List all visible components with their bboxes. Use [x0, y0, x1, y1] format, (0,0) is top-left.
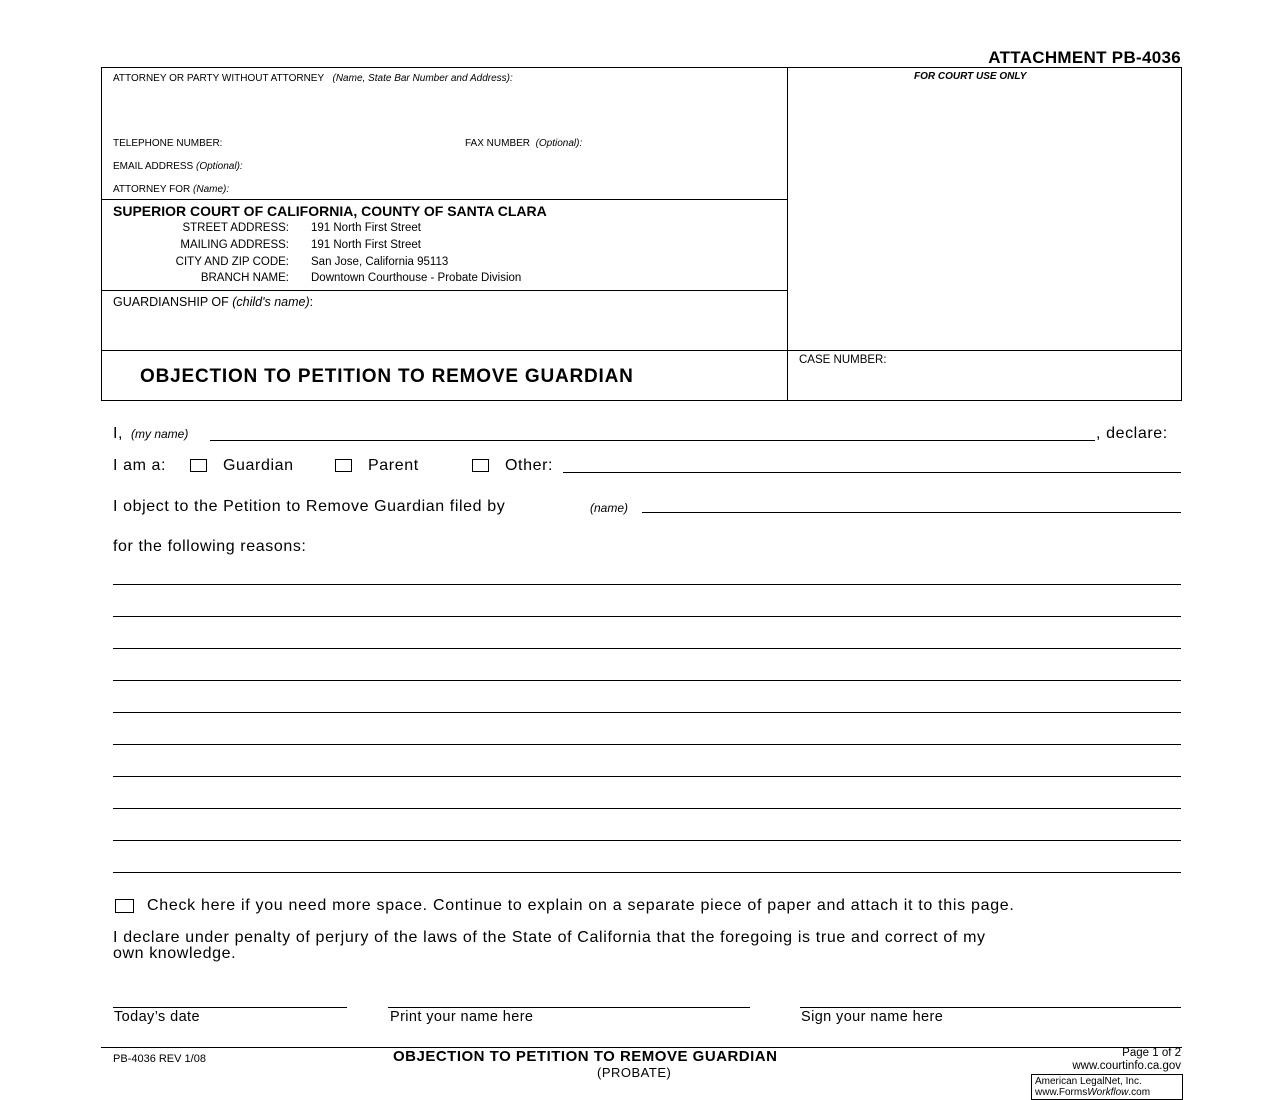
more-space-text: Check here if you need more space. Continue to explain on a separate piece of paper and attach it to this page.: [147, 897, 1015, 914]
reason-line[interactable]: [113, 712, 1181, 713]
declare-label: , declare:: [1096, 425, 1168, 442]
court-name: SUPERIOR COURT OF CALIFORNIA, COUNTY OF SANTA CLARA: [113, 203, 547, 219]
footer-page: Page 1 of 2: [1122, 1047, 1181, 1059]
object-text: I object to the Petition to Remove Guardian filed by: [113, 498, 506, 515]
guardian-checkbox[interactable]: [190, 459, 207, 472]
street-address: STREET ADDRESS: 191 North First Street: [182, 222, 421, 234]
legalnet-stamp: American LegalNet, Inc. www.FormsWorkflow.com: [1031, 1074, 1183, 1100]
declaration-line1: I declare under penalty of perjury of the laws of the State of California that the foregoing is true and correct of my: [113, 929, 986, 946]
parent-checkbox[interactable]: [335, 459, 352, 472]
caption-box: [101, 67, 1182, 401]
mailing-address: MAILING ADDRESS: 191 North First Street: [180, 239, 421, 251]
other-label: Other:: [505, 457, 554, 474]
signature-field[interactable]: [800, 1007, 1181, 1008]
city-zip: CITY AND ZIP CODE: San Jose, California 95113: [175, 256, 449, 268]
reason-line[interactable]: [113, 648, 1181, 649]
attorney-for-label: ATTORNEY FOR (Name):: [113, 184, 230, 195]
filer-name-field[interactable]: [642, 512, 1181, 513]
my-name-hint: (my name): [131, 427, 189, 441]
parent-label: Parent: [368, 457, 419, 474]
declaration-line2: own knowledge.: [113, 945, 237, 962]
my-name-field[interactable]: [210, 440, 1095, 441]
case-number-label: CASE NUMBER:: [799, 354, 887, 366]
reason-line[interactable]: [113, 584, 1181, 585]
reason-line[interactable]: [113, 872, 1181, 873]
fax-label: FAX NUMBER (Optional):: [465, 138, 583, 149]
footer-title: OBJECTION TO PETITION TO REMOVE GUARDIAN: [393, 1048, 778, 1065]
footer-website: www.courtinfo.ca.gov: [1072, 1060, 1181, 1072]
sign-name-label: Sign your name here: [801, 1009, 944, 1025]
reason-line[interactable]: [113, 744, 1181, 745]
other-field[interactable]: [563, 472, 1181, 473]
reason-line[interactable]: [113, 840, 1181, 841]
form-title: OBJECTION TO PETITION TO REMOVE GUARDIAN: [140, 366, 634, 387]
guardianship-label: GUARDIANSHIP OF (child's name):: [113, 295, 314, 309]
print-name-field[interactable]: [388, 1007, 750, 1008]
reason-line[interactable]: [113, 776, 1181, 777]
other-checkbox[interactable]: [472, 459, 489, 472]
footer-subtitle: (PROBATE): [597, 1065, 672, 1080]
reason-line[interactable]: [113, 616, 1181, 617]
attorney-label: ATTORNEY OR PARTY WITHOUT ATTORNEY (Name, State Bar Number and Address):: [113, 73, 513, 84]
i-am-a-label: I am a:: [113, 457, 167, 474]
footer-form-id: PB-4036 REV 1/08: [113, 1053, 206, 1065]
date-label: Today’s date: [114, 1009, 200, 1025]
i-label: I,: [113, 425, 124, 442]
email-label: EMAIL ADDRESS (Optional):: [113, 161, 243, 172]
reason-line[interactable]: [113, 680, 1181, 681]
guardian-label: Guardian: [223, 457, 294, 474]
attachment-label: ATTACHMENT PB-4036: [988, 48, 1181, 67]
reasons-label: for the following reasons:: [113, 538, 307, 555]
name-hint: (name): [590, 501, 629, 515]
reason-line[interactable]: [113, 808, 1181, 809]
branch-name: BRANCH NAME: Downtown Courthouse - Probate Division: [200, 272, 522, 284]
more-space-checkbox[interactable]: [115, 899, 134, 913]
date-field[interactable]: [113, 1007, 347, 1008]
print-name-label: Print your name here: [390, 1009, 534, 1025]
telephone-label: TELEPHONE NUMBER:: [113, 138, 223, 149]
court-use-label: FOR COURT USE ONLY: [914, 71, 1027, 82]
